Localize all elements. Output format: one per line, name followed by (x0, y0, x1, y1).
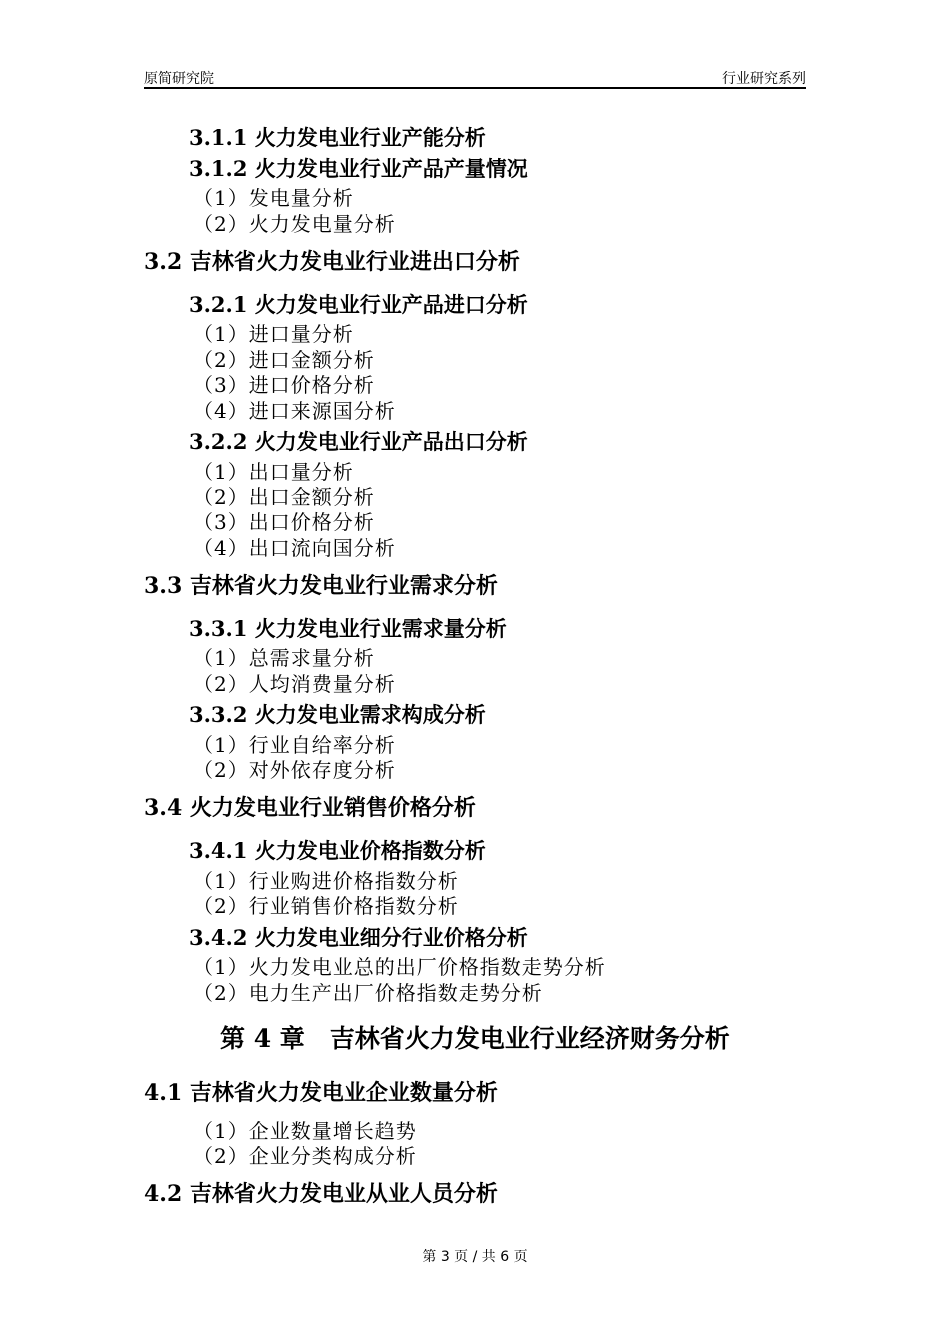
toc-item: （1）行业购进价格指数分析 (193, 869, 459, 893)
toc-item: （3）进口价格分析 (193, 373, 375, 397)
toc-item: （1）火力发电业总的出厂价格指数走势分析 (193, 955, 606, 979)
toc-section-3-4: 3.4 火力发电业行业销售价格分析 (144, 795, 476, 821)
toc-section-3-2-2: 3.2.2 火力发电业行业产品出口分析 (189, 429, 528, 454)
header-right: 行业研究系列 (722, 71, 806, 87)
toc-item: （4）出口流向国分析 (193, 536, 396, 560)
toc-section-3-2: 3.2 吉林省火力发电业行业进出口分析 (144, 249, 520, 275)
toc-section-3-4-1: 3.4.1 火力发电业价格指数分析 (189, 838, 486, 863)
toc-section-3-4-2: 3.4.2 火力发电业细分行业价格分析 (189, 925, 528, 950)
toc-item: （2）人均消费量分析 (193, 672, 396, 696)
toc-section-3-1-2: 3.1.2 火力发电业行业产品产量情况 (189, 156, 528, 181)
toc-item: （1）进口量分析 (193, 322, 354, 346)
toc-section-3-2-1: 3.2.1 火力发电业行业产品进口分析 (189, 292, 528, 317)
toc-item: （2）进口金额分析 (193, 348, 375, 372)
toc-item: （1）行业自给率分析 (193, 733, 396, 757)
toc-item: （1）出口量分析 (193, 460, 354, 484)
toc-section-3-1-1: 3.1.1 火力发电业行业产能分析 (189, 125, 486, 150)
toc-item: （4）进口来源国分析 (193, 399, 396, 423)
toc-chapter-4: 第 4 章 吉林省火力发电业行业经济财务分析 (220, 1024, 730, 1053)
header-divider (144, 87, 806, 89)
page-footer: 第 3 页 / 共 6 页 (422, 1249, 528, 1265)
toc-item: （1）总需求量分析 (193, 646, 375, 670)
toc-section-3-3: 3.3 吉林省火力发电业行业需求分析 (144, 573, 498, 599)
toc-item: （1）企业数量增长趋势 (193, 1119, 417, 1143)
toc-item: （2）出口金额分析 (193, 485, 375, 509)
toc-section-3-3-2: 3.3.2 火力发电业需求构成分析 (189, 702, 486, 727)
toc-item: （2）对外依存度分析 (193, 758, 396, 782)
toc-item: （2）企业分类构成分析 (193, 1144, 417, 1168)
toc-item: （2）电力生产出厂价格指数走势分析 (193, 981, 543, 1005)
toc-item: （1）发电量分析 (193, 186, 354, 210)
toc-section-3-3-1: 3.3.1 火力发电业行业需求量分析 (189, 616, 507, 641)
toc-item: （2）行业销售价格指数分析 (193, 894, 459, 918)
header-left: 原简研究院 (144, 71, 214, 87)
toc-item: （2）火力发电量分析 (193, 212, 396, 236)
toc-section-4-1: 4.1 吉林省火力发电业企业数量分析 (144, 1080, 498, 1106)
toc-item: （3）出口价格分析 (193, 510, 375, 534)
toc-section-4-2: 4.2 吉林省火力发电业从业人员分析 (144, 1181, 498, 1207)
